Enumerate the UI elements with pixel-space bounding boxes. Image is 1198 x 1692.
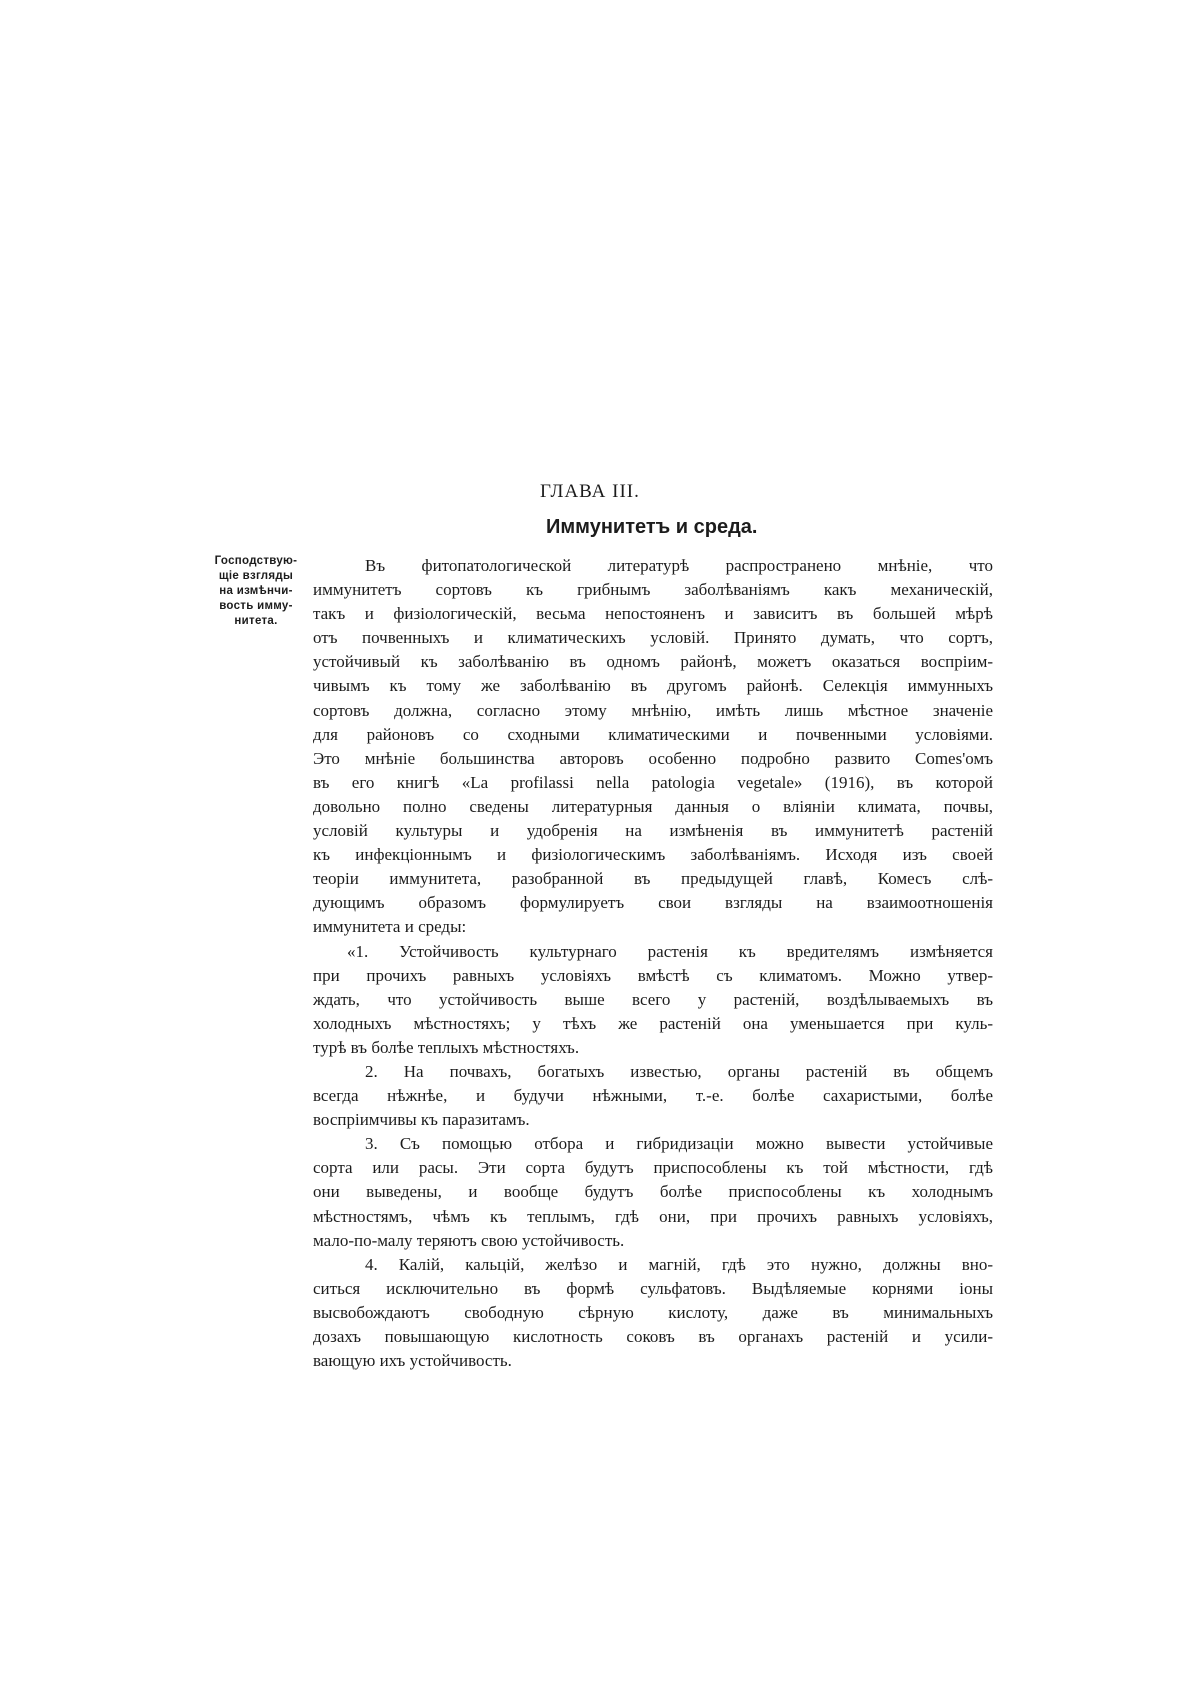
text-line: воспріимчивы къ паразитамъ. [313, 1110, 530, 1130]
text-line: Въ фитопатологической литературѣ распространено мнѣніе, что [365, 556, 993, 575]
text-line: при прочихъ равныхъ условіяхъ вмѣстѣ съ климатомъ. Можно утвер- [313, 965, 993, 985]
text-line: 2. На почвахъ, богатыхъ известью, органы растеній въ общемъ [365, 1061, 993, 1081]
text-line: высвобождаютъ свободную сѣрную кислоту, даже въ минимальныхъ [313, 1302, 993, 1322]
text-line: для районовъ со сходными климатическими и почвенными условіями. [313, 724, 993, 744]
text-line: сорта или расы. Эти сорта будутъ приспособлены къ той мѣстности, гдѣ [313, 1158, 993, 1178]
margin-note-line: щіе взгляды [218, 570, 294, 582]
chapter-heading: ГЛАВА III. [540, 481, 640, 502]
text-line: сортовъ должна, согласно этому мнѣнію, имѣть лишь мѣстное значеніе [313, 700, 993, 720]
margin-note-line: на измѣнчи- [219, 585, 293, 597]
text-line: отъ почвенныхъ и климатическихъ условій. Принято думать, что сортъ, [313, 628, 993, 648]
text-line: холодныхъ мѣстностяхъ; у тѣхъ же растеній она уменьшается при куль- [313, 1013, 993, 1033]
text-line: мало-по-малу теряютъ свою устойчивость. [313, 1230, 625, 1250]
text-line: они выведены, и вообще будутъ болѣе приспособлены къ холоднымъ [313, 1182, 993, 1202]
text-line: дозахъ повышающую кислотность соковъ въ органахъ растеній и усили- [313, 1327, 993, 1346]
text-line: ждать, что устойчивость выше всего у растеній, воздѣлываемыхъ въ [313, 989, 993, 1009]
margin-note-line: Господствую- [214, 555, 298, 567]
text-line: иммунитетъ сортовъ къ грибнымъ заболѣваніямъ какъ механическій, [313, 580, 993, 600]
margin-note-line: нитета. [234, 615, 278, 627]
text-line: «1. Устойчивость культурнаго растенія къ вредителямъ измѣняется [347, 941, 993, 961]
text-line: 4. Калій, кальцій, желѣзо и магній, гдѣ это нужно, должны вно- [365, 1254, 993, 1274]
text-line: теоріи иммунитета, разобранной въ предыдущей главѣ, Комесъ слѣ- [313, 869, 993, 889]
body-text [313, 554, 993, 1373]
text-line: турѣ въ болѣе теплыхъ мѣстностяхъ. [313, 1037, 580, 1057]
text-line: дующимъ образомъ формулируетъ свои взгляды на взаимоотношенія [313, 893, 993, 913]
text-line: устойчивый къ заболѣванію въ одномъ районѣ, можетъ оказаться воспріим- [313, 652, 993, 672]
text-line: 3. Съ помощью отбора и гибридизаціи можно вывести устойчивые [365, 1134, 993, 1154]
text-line: иммунитета и среды: [313, 917, 467, 937]
text-line: довольно полно сведены литературныя данныя о вліяніи климата, почвы, [313, 796, 993, 816]
text-line: всегда нѣжнѣе, и будучи нѣжными, т.-е. болѣе сахаристыми, болѣе [313, 1086, 993, 1106]
text-line: Это мнѣніе большинства авторовъ особенно подробно развито Comes'омъ [313, 748, 993, 768]
margin-note-line: вость имму- [219, 600, 293, 612]
text-line: въ его книгѣ «La profilassi nella patologia vegetale» (1916), въ которой [313, 772, 993, 792]
text-line: ситься исключительно въ формѣ сульфатовъ. Выдѣляемые корнями іоны [313, 1278, 993, 1298]
text-line: вающую ихъ устойчивость. [313, 1351, 512, 1371]
text-line: условій культуры и удобренія на измѣненія въ иммунитетѣ растеній [313, 821, 993, 841]
text-line: мѣстностямъ, чѣмъ къ теплымъ, гдѣ они, при прочихъ равныхъ условіяхъ, [313, 1206, 993, 1226]
chapter-title: Иммунитетъ и среда. [546, 516, 758, 538]
text-line: къ инфекціоннымъ и физіологическимъ заболѣваніямъ. Исходя изъ своей [313, 845, 993, 865]
text-line: такъ и физіологическій, весьма непостояненъ и зависитъ въ большей мѣрѣ [313, 604, 993, 624]
margin-note [204, 554, 308, 629]
text-line: чивымъ къ тому же заболѣванію въ другомъ районѣ. Селекція иммунныхъ [313, 676, 993, 696]
